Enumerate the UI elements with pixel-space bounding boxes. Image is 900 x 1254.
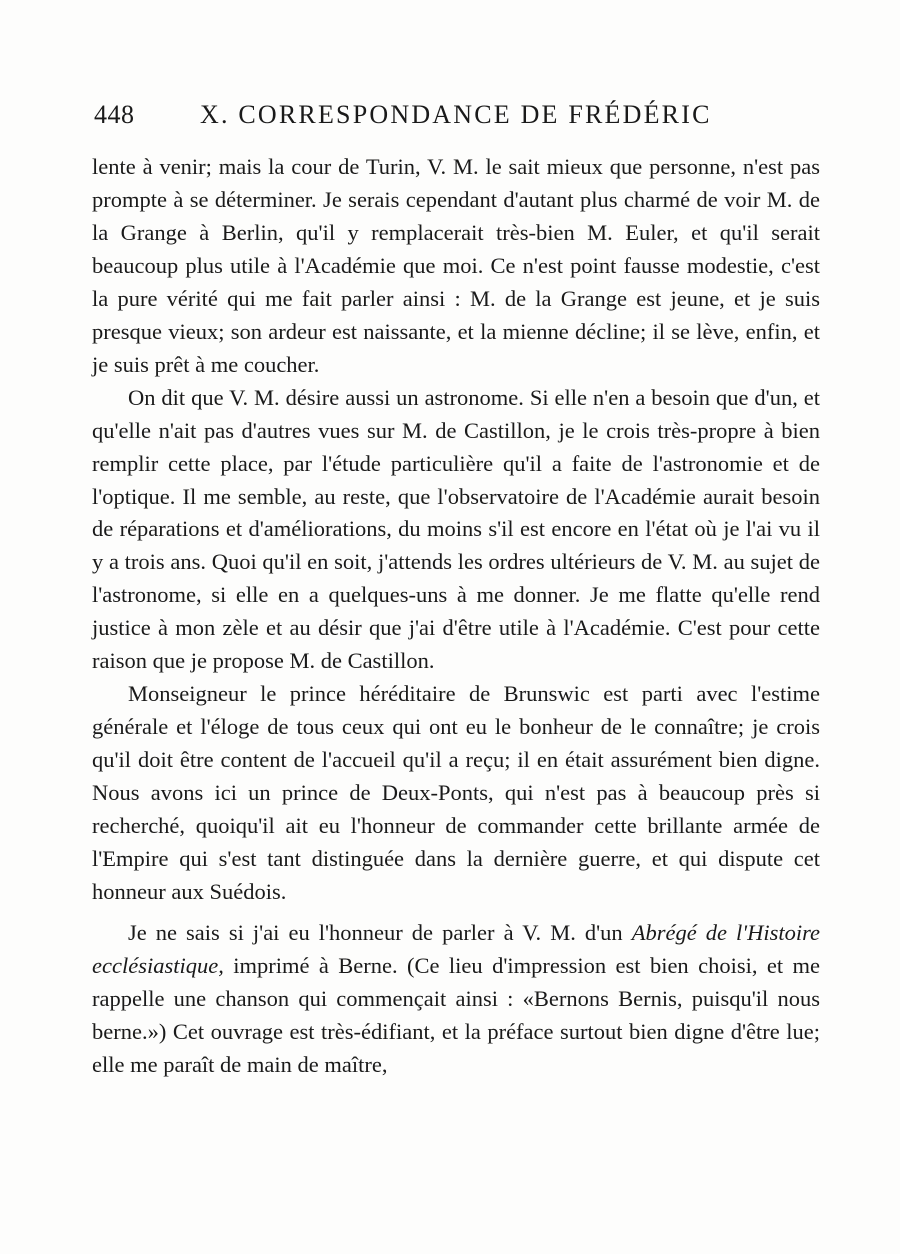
paragraph-3: Monseigneur le prince héréditaire de Brunswic est parti avec l'estime générale et l'éloge de tous ceux qui ont eu le bonheur de le connaître; je crois qu'il doit être content de l'accueil qu'il a reçu; il en était assurément bien digne. Nous avons ici un prince de Deux-Ponts, qui n'est pas à beaucoup près si recherché, quoiqu'il ait eu l'honneur de commander cette brillante armée de l'Empire qui s'est tant distinguée dans la dernière guerre, et qui dispute cet honneur aux Suédois. [92,681,820,904]
paragraph-4-rest: imprimé à Berne. (Ce lieu d'impression est bien choisi, et me rappelle une chanson qui commençait ainsi : «Bernons Bernis, puisqu'il nous berne.») Cet ouvrage est très-édifiant, et la préface surtout bien digne d'être lue; elle me paraît de main de maître, [92,952,820,1077]
paragraph-1: lente à venir; mais la cour de Turin, V. M. le sait mieux que personne, n'est pas prompte à se déterminer. Je serais cependant d'autant plus charmé de voir M. de la Grange à Berlin, qu'il y remplacerait très-bien M. Euler, et qu'il serait beaucoup plus utile à l'Académie que moi. Ce n'est point fausse modestie, c'est la pure vérité qui me fait parler ainsi : M. de la Grange est jeune, et je suis presque vieux; son ardeur est naissante, et la mienne décline; il se lève, enfin, et je suis prêt à me coucher. [92,154,820,377]
running-head [94,100,824,140]
book-title-italic: Abrégé de l'Histoire ecclésiastique, [92,919,820,978]
body-text [92,151,820,1082]
page-number: 448 [94,100,135,129]
paragraph-4 [92,917,820,1082]
running-title: X. CORRESPONDANCE DE FRÉDÉRIC [200,100,712,129]
paragraph-4-lead: Je ne sais si j'ai eu l'honneur de parler à V. M. d'un [128,919,632,945]
paragraph-2: On dit que V. M. désire aussi un astronome. Si elle n'en a besoin que d'un, et qu'elle n'ait pas d'autres vues sur M. de Castillon, je le crois très-propre à bien remplir cette place, par l'étude particulière qu'il a faite de l'astronomie et de l'optique. Il me semble, au reste, que l'observatoire de l'Académie aurait besoin de réparations et d'améliorations, du moins s'il est encore en l'état où je l'ai vu il y a trois ans. Quoi qu'il en soit, j'attends les ordres ultérieurs de V. M. au sujet de l'astronome, si elle en a quelques-uns à me donner. Je me flatte qu'elle rend justice à mon zèle et au désir que j'ai d'être utile à l'Académie. C'est pour cette raison que je propose M. de Castillon. [92,384,820,674]
